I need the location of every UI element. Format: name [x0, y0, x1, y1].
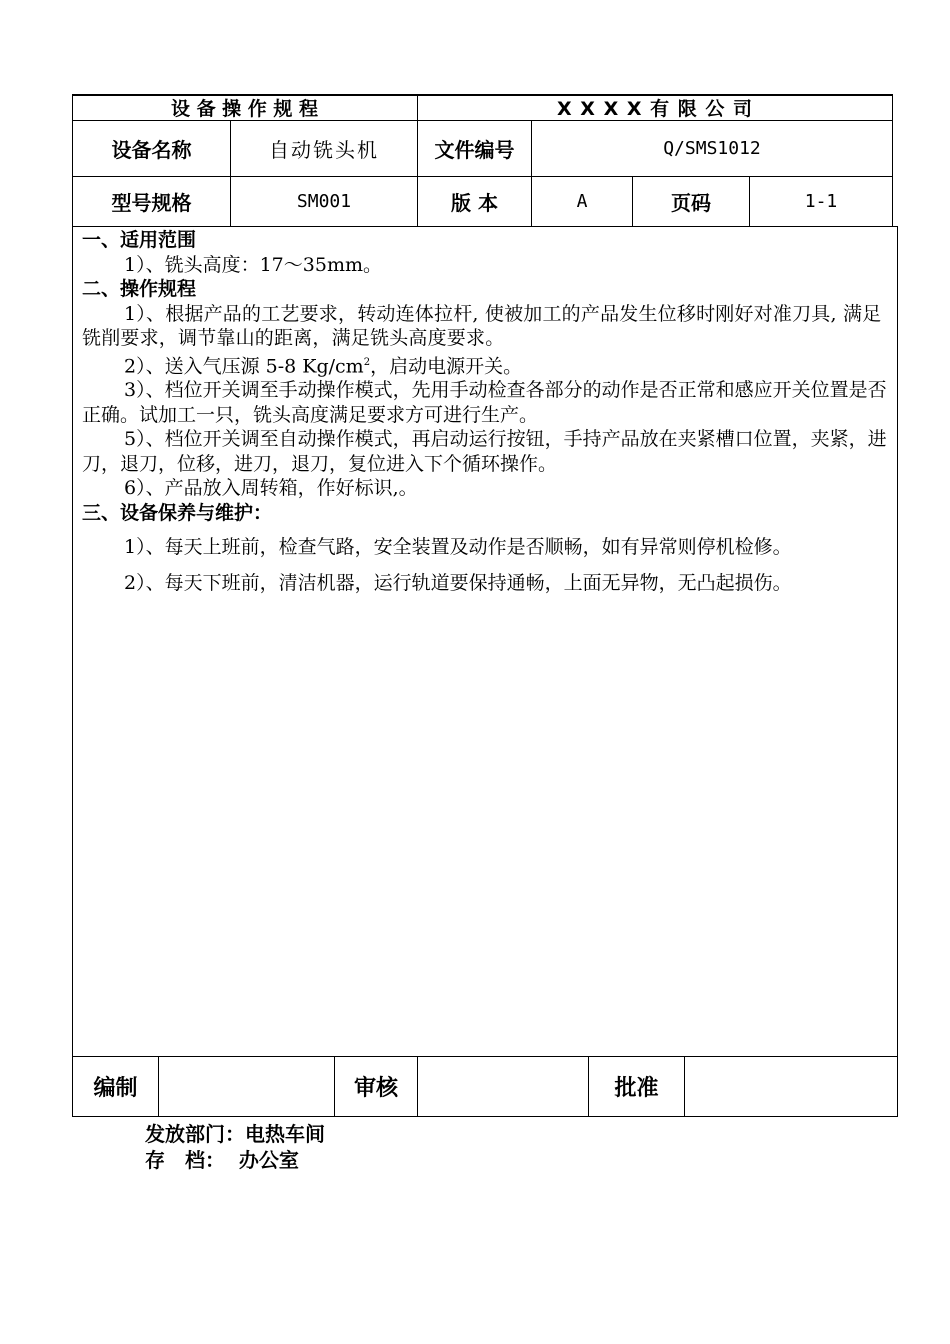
- maintenance-item-2: 2）、每天下班前，清洁机器，运行轨道要保持通畅，上面无异物，无凸起损伤。: [124, 571, 792, 594]
- operation-item-2: 2）、送入气压源 5-8 $Kg/cm^2$，启动电源开关。: [124, 354, 523, 377]
- model-value: SM001: [296, 191, 352, 212]
- operation-item-6: 6）、产品放入周转箱，作好标识,。: [124, 477, 418, 500]
- archive-location: 存 档： 办公室: [145, 1148, 299, 1172]
- operation-item-5: 5）、档位开关调至自动操作模式，再启动运行按钮，手持产品放在夹紧槽口位置，夹紧，进刀，退刀，位移，进刀，退刀，复位进入下个循环操作。: [82, 428, 887, 475]
- table-border-right-top: [892, 94, 893, 227]
- operation-item-3: 3）、档位开关调至手动操作模式，先用手动检查各部分的动作是否正常和感应开关位置是否正确。试加工一只，铣头高度满足要求方可进行生产。: [82, 379, 887, 426]
- procedure-body: [82, 228, 892, 595]
- section-maintenance-title: 三、设备保养与维护：: [82, 501, 273, 524]
- page-label: 页码: [671, 191, 711, 215]
- version-label: 版 本: [451, 191, 498, 215]
- table-border-right-body: [897, 226, 898, 1117]
- document-title: 设 备 操 作 规 程: [170, 98, 319, 120]
- prepared-by-field: [159, 1057, 334, 1116]
- reviewed-by-field: [418, 1057, 588, 1116]
- model-label: 型号规格: [111, 191, 192, 215]
- table-border-left: [72, 94, 73, 1117]
- equipment-name-value: 自动铣头机: [269, 138, 379, 162]
- table-border-row3: [72, 226, 898, 227]
- version-value: A: [576, 191, 588, 212]
- approved-by-field: [685, 1057, 897, 1116]
- doc-number-label: 文件编号: [434, 138, 515, 162]
- approved-by-label: 批准: [614, 1076, 659, 1101]
- section-scope-title: 一、适用范围: [82, 229, 197, 251]
- maintenance-item-1: 1）、每天上班前，检查气路，安全装置及动作是否顺畅，如有异常则停机检修。: [124, 536, 792, 559]
- issuing-department: 发放部门：电热车间: [145, 1122, 325, 1146]
- reviewed-by-label: 审核: [353, 1076, 398, 1101]
- section-operation-title: 二、操作规程: [82, 278, 197, 300]
- prepared-by-label: 编制: [93, 1076, 138, 1101]
- scope-item-1: 1）、铣头高度：17～35mm。: [124, 253, 382, 276]
- doc-number-value: Q/SMS1012: [663, 138, 761, 159]
- page-value: 1-1: [804, 191, 838, 212]
- signoff-border-bottom: [72, 1116, 898, 1117]
- equipment-name-label: 设备名称: [111, 138, 192, 162]
- company-name: X X X X 有 限 公 司: [557, 98, 753, 120]
- operation-item-1: 1）、根据产品的工艺要求，转动连体拉杆, 使被加工的产品发生位移时刚好对准刀具, 满足铣削要求，调节靠山的距离，满足铣头高度要求。: [82, 302, 882, 349]
